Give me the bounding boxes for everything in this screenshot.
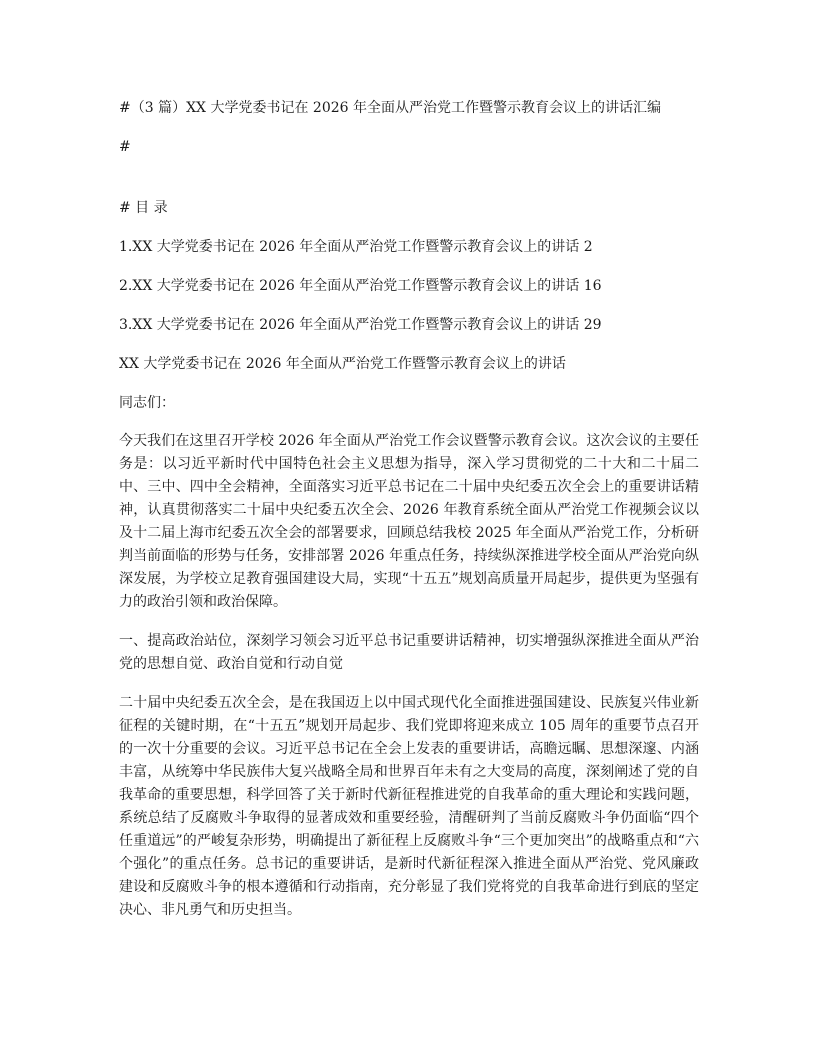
section-heading-1: 一、提高政治站位，深刻学习领会习近平总书记重要讲话精神，切实增强纵深推进全面从严治党的思想自觉、政治自觉和行动自觉 — [119, 633, 699, 672]
toc-item-3: 3.XX 大学党委书记在 2026 年全面从严治党工作暨警示教育会议上的讲话 29 — [119, 317, 602, 333]
toc-item-1: 1.XX 大学党委书记在 2026 年全面从严治党工作暨警示教育会议上的讲话 2 — [119, 239, 593, 255]
body-paragraph-1: 二十届中央纪委五次全会，是在我国迈上以中国式现代化全面推进强国建设、民族复兴伟业新征程的关键时期，在“十五五”规划开局起步、我们党即将迎来成立 105 周年的重要节点召开的一次十分重要的会议。习近平总书记在全会上发表的重要讲话，高瞻远瞩、思想深邃、内涵丰富，从统筹中华民族伟大复兴战略全局和世界百年未有之大变局的高度，深刻阐述了党的自我革命的重要思想，科学回答了关于新时代新征程推进党的自我革命的重大理论和实践问题，系统总结了反腐败斗争取得的显著成效和重要经验，清醒研判了当前反腐败斗争仍面临“四个任重道远”的严峻复杂形势，明确提出了新征程上反腐败斗争“三个更加突出”的战略重点和“六个强化”的重点任务。总书记的重要讲话，是新时代新征程深入推进全面从严治党、党风廉政建设和反腐败斗争的根本遵循和行动指南，充分彰显了我们党将党的自我革命进行到底的坚定决心、非凡勇气和历史担当。 — [119, 695, 699, 918]
hash-marker: # — [119, 139, 131, 155]
speech-title: XX 大学党委书记在 2026 年全面从严治党工作暨警示教育会议上的讲话 — [119, 356, 566, 372]
intro-paragraph: 今天我们在这里召开学校 2026 年全面从严治党工作会议暨警示教育会议。这次会议的主要任务是：以习近平新时代中国特色社会主义思想为指导，深入学习贯彻党的二十大和二十届二中、三中、四中全会精神，全面落实习近平总书记在二十届中央纪委五次全会上的重要讲话精神，认真贯彻落实二十届中央纪委五次全会、2026 年教育系统全面从严治党工作视频会议以及十二届上海市纪委五次全会的部署要求，回顾总结我校 2025 年全面从严治党工作，分析研判当前面临的形势与任务，安排部署 2026 年重点任务，持续纵深推进学校全面从严治党向纵深发展，为学校立足教育强国建设大局，实现“十五五”规划高质量开局起步，提供更为坚强有力的政治引领和政治保障。 — [119, 433, 699, 610]
greeting: 同志们： — [119, 395, 175, 411]
document-heading: #（3 篇）XX 大学党委书记在 2026 年全面从严治党工作暨警示教育会议上的讲话汇编 — [119, 100, 661, 116]
toc-item-2: 2.XX 大学党委书记在 2026 年全面从严治党工作暨警示教育会议上的讲话 16 — [119, 278, 602, 294]
document-page — [119, 96, 699, 922]
toc-heading: # 目 录 — [119, 200, 168, 216]
